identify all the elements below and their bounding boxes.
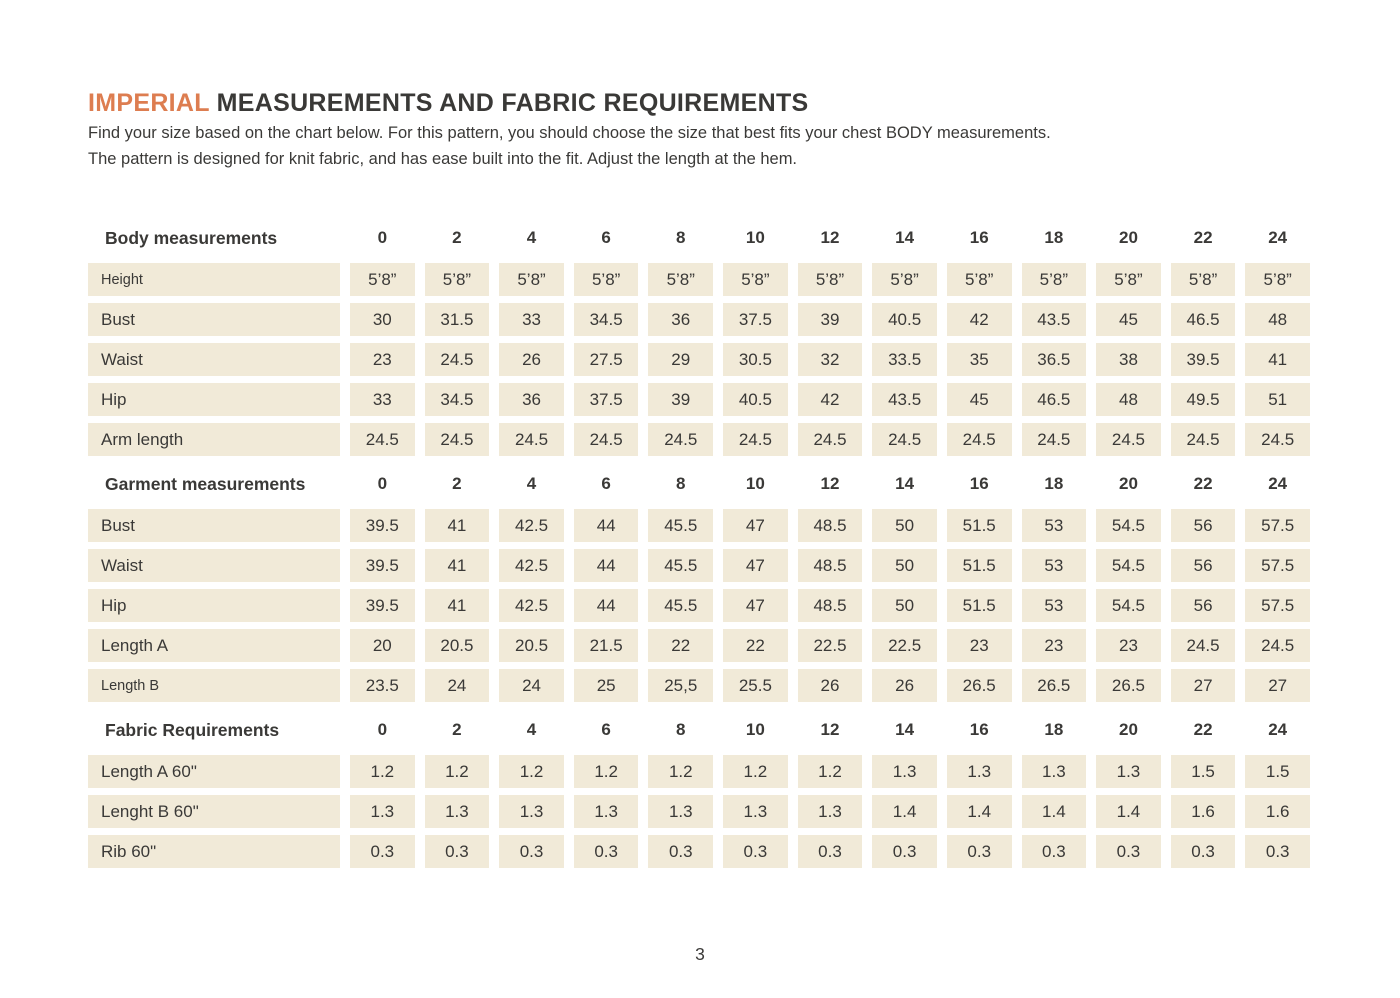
section-header-row — [88, 709, 1310, 751]
size-header-cell: 4 — [526, 474, 537, 493]
value-cell: 1.5 — [1245, 755, 1310, 788]
size-header-cell: 8 — [676, 228, 686, 247]
table-row — [88, 669, 1310, 702]
value-cell: 49.5 — [1171, 383, 1236, 416]
size-header-cell: 10 — [745, 228, 765, 247]
value-cell: 37.5 — [574, 383, 639, 416]
value-cell: 57.5 — [1245, 509, 1310, 542]
value-cell: 1.2 — [350, 755, 415, 788]
value-cell: 39.5 — [350, 549, 415, 582]
table-row — [88, 795, 1310, 828]
size-header-cell: 14 — [895, 720, 915, 739]
row-label: Length A — [88, 629, 340, 662]
value-cell: 23 — [1022, 629, 1087, 662]
size-header-cell: 12 — [820, 474, 840, 493]
value-cell: 24 — [425, 669, 490, 702]
size-header-cell: 24 — [1268, 720, 1288, 739]
value-cell: 1.3 — [947, 755, 1012, 788]
size-header-cell: 6 — [601, 720, 611, 739]
value-cell: 5’8” — [947, 263, 1012, 296]
value-cell: 0.3 — [648, 835, 713, 868]
value-cell: 30 — [350, 303, 415, 336]
size-header-cell: 22 — [1193, 474, 1213, 493]
value-cell: 57.5 — [1245, 549, 1310, 582]
value-cell: 50 — [872, 509, 937, 542]
value-cell: 22 — [648, 629, 713, 662]
value-cell: 20.5 — [499, 629, 564, 662]
value-cell: 5’8” — [723, 263, 788, 296]
value-cell: 24.5 — [1171, 629, 1236, 662]
value-cell: 1.3 — [350, 795, 415, 828]
value-cell: 44 — [574, 589, 639, 622]
value-cell: 56 — [1171, 549, 1236, 582]
size-header-cell: 10 — [745, 474, 765, 493]
value-cell: 50 — [872, 589, 937, 622]
value-cell: 1.6 — [1245, 795, 1310, 828]
value-cell: 21.5 — [574, 629, 639, 662]
size-header-cell: 0 — [377, 474, 388, 493]
value-cell: 42.5 — [499, 589, 564, 622]
size-header-cell: 8 — [676, 720, 686, 739]
table-row — [88, 343, 1310, 376]
value-cell: 26.5 — [947, 669, 1012, 702]
value-cell: 1.2 — [798, 755, 863, 788]
value-cell: 0.3 — [947, 835, 1012, 868]
table-row — [88, 303, 1310, 336]
value-cell: 0.3 — [425, 835, 490, 868]
size-header-cell: 16 — [969, 474, 989, 493]
value-cell: 48.5 — [798, 589, 863, 622]
value-cell: 46.5 — [1022, 383, 1087, 416]
value-cell: 54.5 — [1096, 549, 1161, 582]
size-header-cell: 2 — [452, 474, 462, 493]
size-header-cell: 20 — [1118, 720, 1138, 739]
value-cell: 24.5 — [1022, 423, 1087, 456]
value-cell: 1.3 — [499, 795, 564, 828]
value-cell: 0.3 — [872, 835, 937, 868]
row-label: Lenght B 60" — [88, 795, 340, 828]
value-cell: 39 — [798, 303, 863, 336]
value-cell: 1.3 — [574, 795, 639, 828]
value-cell: 23.5 — [350, 669, 415, 702]
value-cell: 53 — [1022, 509, 1087, 542]
title-rest: MEASUREMENTS AND FABRIC REQUIREMENTS — [209, 89, 809, 117]
value-cell: 47 — [723, 589, 788, 622]
row-label: Rib 60" — [88, 835, 340, 868]
value-cell: 1.4 — [1096, 795, 1161, 828]
size-header-cell: 14 — [895, 474, 915, 493]
size-header-cell: 16 — [969, 228, 989, 247]
value-cell: 48.5 — [798, 549, 863, 582]
value-cell: 34.5 — [574, 303, 639, 336]
value-cell: 24.5 — [648, 423, 713, 456]
value-cell: 24.5 — [425, 343, 490, 376]
row-label: Waist — [88, 343, 340, 376]
value-cell: 39.5 — [1171, 343, 1236, 376]
value-cell: 24.5 — [499, 423, 564, 456]
value-cell: 45 — [1096, 303, 1161, 336]
value-cell: 24.5 — [574, 423, 639, 456]
value-cell: 36 — [648, 303, 713, 336]
value-cell: 26 — [499, 343, 564, 376]
value-cell: 1.3 — [648, 795, 713, 828]
value-cell: 24.5 — [1245, 423, 1310, 456]
value-cell: 45.5 — [648, 589, 713, 622]
value-cell: 1.4 — [872, 795, 937, 828]
value-cell: 53 — [1022, 549, 1087, 582]
intro-text — [88, 121, 1310, 172]
size-header-cell: 4 — [526, 228, 537, 247]
value-cell: 51.5 — [947, 589, 1012, 622]
value-cell: 50 — [872, 549, 937, 582]
value-cell: 22 — [723, 629, 788, 662]
size-header-cell: 6 — [601, 474, 611, 493]
value-cell: 47 — [723, 509, 788, 542]
page-title — [88, 88, 1310, 118]
value-cell: 5’8” — [499, 263, 564, 296]
value-cell: 48 — [1245, 303, 1310, 336]
table-row — [88, 423, 1310, 456]
value-cell: 24.5 — [872, 423, 937, 456]
row-label: Hip — [88, 383, 340, 416]
value-cell: 27.5 — [574, 343, 639, 376]
value-cell: 48 — [1096, 383, 1161, 416]
page-content — [88, 88, 1310, 875]
value-cell: 1.2 — [723, 755, 788, 788]
value-cell: 23 — [350, 343, 415, 376]
value-cell: 30.5 — [723, 343, 788, 376]
intro-line-2: The pattern is designed for knit fabric, and has ease built into the fit. Adjust the length at the hem. — [88, 149, 798, 168]
table-row — [88, 755, 1310, 788]
value-cell: 26 — [798, 669, 863, 702]
table-row — [88, 383, 1310, 416]
value-cell: 24.5 — [723, 423, 788, 456]
value-cell: 1.4 — [947, 795, 1012, 828]
value-cell: 5’8” — [425, 263, 490, 296]
value-cell: 24.5 — [425, 423, 490, 456]
value-cell: 42 — [947, 303, 1012, 336]
value-cell: 25,5 — [648, 669, 713, 702]
value-cell: 46.5 — [1171, 303, 1236, 336]
table-row — [88, 835, 1310, 868]
value-cell: 53 — [1022, 589, 1087, 622]
size-header-cell: 24 — [1268, 474, 1288, 493]
row-label: Bust — [88, 303, 340, 336]
value-cell: 24 — [499, 669, 564, 702]
value-cell: 45.5 — [648, 549, 713, 582]
value-cell: 41 — [425, 549, 490, 582]
section-header-label: Fabric Requirements — [105, 719, 280, 740]
value-cell: 5’8” — [1096, 263, 1161, 296]
row-label: Height — [88, 263, 340, 296]
row-label: Length A 60" — [88, 755, 340, 788]
value-cell: 0.3 — [574, 835, 639, 868]
size-header-cell: 2 — [452, 720, 462, 739]
value-cell: 5’8” — [872, 263, 937, 296]
size-header-cell: 20 — [1118, 474, 1138, 493]
size-header-cell: 18 — [1044, 720, 1064, 739]
value-cell: 24.5 — [947, 423, 1012, 456]
size-table — [88, 217, 1310, 868]
value-cell: 40.5 — [872, 303, 937, 336]
value-cell: 36 — [499, 383, 564, 416]
size-header-cell: 22 — [1193, 720, 1213, 739]
value-cell: 47 — [723, 549, 788, 582]
value-cell: 23 — [1096, 629, 1161, 662]
row-label: Arm length — [88, 423, 340, 456]
value-cell: 1.3 — [872, 755, 937, 788]
size-header-cell: 0 — [377, 228, 388, 247]
value-cell: 1.5 — [1171, 755, 1236, 788]
value-cell: 1.6 — [1171, 795, 1236, 828]
value-cell: 24.5 — [1245, 629, 1310, 662]
value-cell: 44 — [574, 549, 639, 582]
value-cell: 51.5 — [947, 549, 1012, 582]
size-header-cell: 6 — [601, 228, 611, 247]
value-cell: 34.5 — [425, 383, 490, 416]
value-cell: 1.3 — [1022, 755, 1087, 788]
value-cell: 1.2 — [574, 755, 639, 788]
value-cell: 42.5 — [499, 549, 564, 582]
size-header-cell: 10 — [745, 720, 765, 739]
size-header-cell: 14 — [895, 228, 915, 247]
value-cell: 33 — [350, 383, 415, 416]
value-cell: 20 — [350, 629, 415, 662]
value-cell: 22.5 — [798, 629, 863, 662]
value-cell: 24.5 — [798, 423, 863, 456]
section-header-label: Body measurements — [105, 227, 278, 248]
value-cell: 42.5 — [499, 509, 564, 542]
value-cell: 24.5 — [1171, 423, 1236, 456]
value-cell: 57.5 — [1245, 589, 1310, 622]
value-cell: 39.5 — [350, 589, 415, 622]
value-cell: 1.3 — [1096, 755, 1161, 788]
value-cell: 5’8” — [350, 263, 415, 296]
value-cell: 1.3 — [723, 795, 788, 828]
value-cell: 41 — [1245, 343, 1310, 376]
value-cell: 32 — [798, 343, 863, 376]
table-row — [88, 629, 1310, 662]
value-cell: 5’8” — [1245, 263, 1310, 296]
table-row — [88, 549, 1310, 582]
table-row — [88, 263, 1310, 296]
value-cell: 41 — [425, 509, 490, 542]
value-cell: 20.5 — [425, 629, 490, 662]
value-cell: 26 — [872, 669, 937, 702]
table-row — [88, 589, 1310, 622]
size-header-cell: 20 — [1118, 228, 1138, 247]
value-cell: 51.5 — [947, 509, 1012, 542]
value-cell: 0.3 — [499, 835, 564, 868]
value-cell: 31.5 — [425, 303, 490, 336]
value-cell: 25.5 — [723, 669, 788, 702]
table-row — [88, 509, 1310, 542]
title-highlight: IMPERIAL — [88, 89, 210, 117]
value-cell: 0.3 — [1096, 835, 1161, 868]
value-cell: 41 — [425, 589, 490, 622]
size-header-cell: 22 — [1193, 228, 1213, 247]
intro-line-1: Find your size based on the chart below. For this pattern, you should choose the size that best fits your chest BODY measurements. — [88, 124, 1051, 142]
value-cell: 42 — [798, 383, 863, 416]
size-header-cell: 8 — [676, 474, 686, 493]
value-cell: 0.3 — [798, 835, 863, 868]
value-cell: 45 — [947, 383, 1012, 416]
value-cell: 0.3 — [723, 835, 788, 868]
size-header-cell: 4 — [526, 720, 537, 739]
size-header-cell: 16 — [969, 720, 989, 739]
size-header-cell: 0 — [377, 720, 388, 739]
value-cell: 26.5 — [1096, 669, 1161, 702]
row-label: Hip — [88, 589, 340, 622]
value-cell: 24.5 — [1096, 423, 1161, 456]
value-cell: 40.5 — [723, 383, 788, 416]
value-cell: 54.5 — [1096, 509, 1161, 542]
value-cell: 0.3 — [1171, 835, 1236, 868]
value-cell: 0.3 — [1022, 835, 1087, 868]
value-cell: 44 — [574, 509, 639, 542]
value-cell: 5’8” — [1022, 263, 1087, 296]
value-cell: 5’8” — [1171, 263, 1236, 296]
value-cell: 51 — [1245, 383, 1310, 416]
value-cell: 27 — [1171, 669, 1236, 702]
size-header-cell: 12 — [820, 720, 840, 739]
size-header-cell: 18 — [1044, 474, 1064, 493]
row-label: Bust — [88, 509, 340, 542]
value-cell: 43.5 — [1022, 303, 1087, 336]
value-cell: 1.2 — [425, 755, 490, 788]
value-cell: 29 — [648, 343, 713, 376]
value-cell: 48.5 — [798, 509, 863, 542]
value-cell: 36.5 — [1022, 343, 1087, 376]
value-cell: 1.2 — [499, 755, 564, 788]
section-header-row — [88, 463, 1310, 505]
value-cell: 1.2 — [648, 755, 713, 788]
size-header-cell: 12 — [820, 228, 840, 247]
value-cell: 37.5 — [723, 303, 788, 336]
value-cell: 39 — [648, 383, 713, 416]
value-cell: 22.5 — [872, 629, 937, 662]
value-cell: 25 — [574, 669, 639, 702]
value-cell: 1.4 — [1022, 795, 1087, 828]
value-cell: 27 — [1245, 669, 1310, 702]
value-cell: 43.5 — [872, 383, 937, 416]
size-header-cell: 24 — [1268, 228, 1288, 247]
section-header-label: Garment measurements — [105, 473, 306, 494]
value-cell: 5’8” — [648, 263, 713, 296]
value-cell: 39.5 — [350, 509, 415, 542]
section-header-row — [88, 217, 1310, 259]
value-cell: 56 — [1171, 589, 1236, 622]
value-cell: 5’8” — [574, 263, 639, 296]
value-cell: 0.3 — [1245, 835, 1310, 868]
value-cell: 1.3 — [798, 795, 863, 828]
value-cell: 35 — [947, 343, 1012, 376]
value-cell: 54.5 — [1096, 589, 1161, 622]
value-cell: 56 — [1171, 509, 1236, 542]
value-cell: 33 — [499, 303, 564, 336]
value-cell: 38 — [1096, 343, 1161, 376]
value-cell: 1.3 — [425, 795, 490, 828]
value-cell: 45.5 — [648, 509, 713, 542]
size-header-cell: 18 — [1044, 228, 1064, 247]
value-cell: 5’8” — [798, 263, 863, 296]
size-header-cell: 2 — [452, 228, 462, 247]
value-cell: 23 — [947, 629, 1012, 662]
page-number: 3 — [695, 944, 705, 964]
value-cell: 0.3 — [350, 835, 415, 868]
row-label: Length B — [88, 669, 340, 702]
value-cell: 24.5 — [350, 423, 415, 456]
row-label: Waist — [88, 549, 340, 582]
value-cell: 33.5 — [872, 343, 937, 376]
value-cell: 26.5 — [1022, 669, 1087, 702]
